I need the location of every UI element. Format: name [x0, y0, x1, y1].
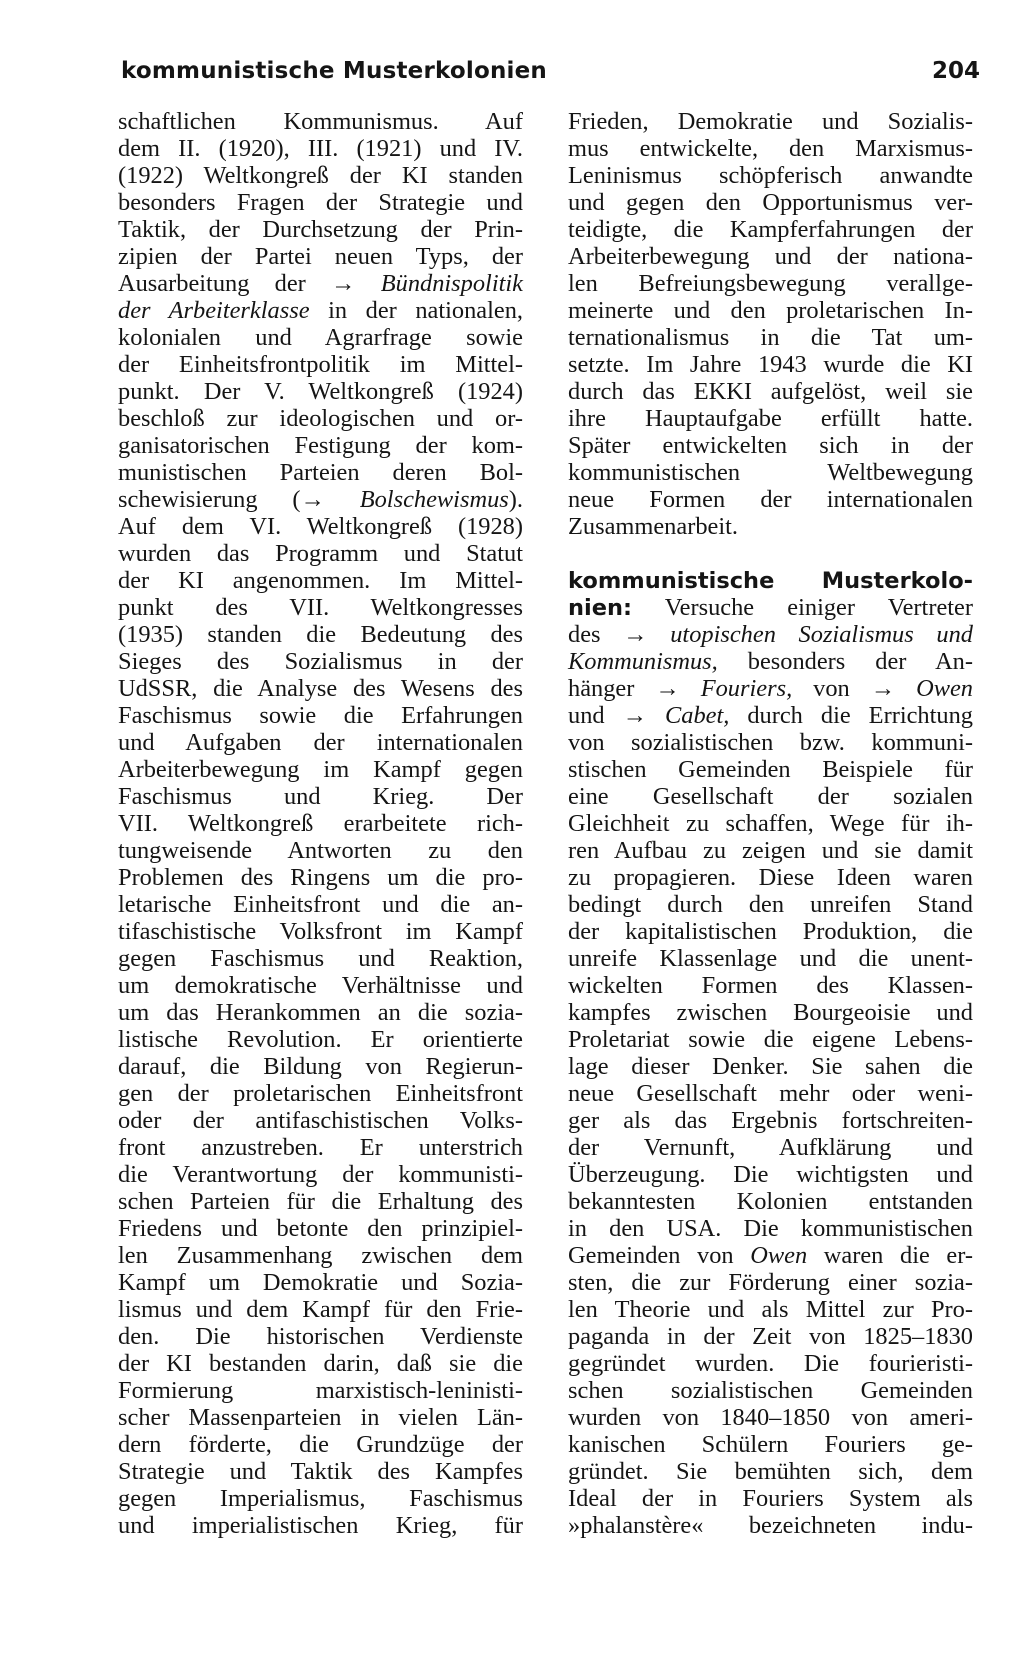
text-line [568, 1269, 973, 1296]
text-line [568, 324, 973, 351]
line-text: punkt. Der V. Weltkongreß (1924) [118, 378, 523, 405]
text-line [568, 351, 973, 378]
text-line [568, 675, 973, 702]
text-line [568, 135, 973, 162]
text-line [118, 1188, 523, 1215]
entry-headword: nien: [568, 595, 633, 621]
text-line [118, 891, 523, 918]
text-line [118, 1161, 523, 1188]
text-line [118, 1296, 523, 1323]
line-text: Faschismus sowie die Erfahrungen [118, 702, 523, 729]
line-text: Gleichheit zu schaffen, Wege für ih- [568, 810, 973, 837]
text-line [568, 945, 973, 972]
text-line [568, 1404, 973, 1431]
text-line [118, 702, 523, 729]
text-line [568, 486, 973, 513]
line-text: unreife Klassenlage und die unent- [568, 945, 973, 972]
line-text: und gegen den Opportunismus ver- [568, 189, 973, 216]
text-line [568, 1134, 973, 1161]
line-text: Leninismus schöpferisch anwandte [568, 162, 973, 189]
text-line [118, 945, 523, 972]
line-text: Ausarbeitung der → Bündnispolitik [118, 270, 523, 297]
text-line [568, 621, 973, 648]
text-line [118, 432, 523, 459]
text-line [568, 1107, 973, 1134]
text-line [568, 1215, 973, 1242]
line-text: Gemeinden von Owen waren die er- [568, 1242, 973, 1269]
line-text: Sieges des Sozialismus in der [118, 648, 523, 675]
text-line [118, 1377, 523, 1404]
text-line [568, 567, 973, 594]
text-line [568, 918, 973, 945]
line-text: tifaschistische Volksfront im Kampf [118, 918, 523, 945]
text-line [118, 540, 523, 567]
line-text: des → utopischen Sozialismus und [568, 621, 973, 648]
text-line [568, 162, 973, 189]
line-text: durch das EKKI aufgelöst, weil sie [568, 378, 973, 405]
line-text: munistischen Parteien deren Bol- [118, 459, 523, 486]
text-line [118, 1350, 523, 1377]
text-line [568, 378, 973, 405]
line-text: neue Gesellschaft mehr oder weni- [568, 1080, 973, 1107]
text-line [568, 1458, 973, 1485]
line-text: ihre Hauptaufgabe erfüllt hatte. [568, 405, 973, 432]
text-line [568, 810, 973, 837]
text-line [118, 972, 523, 999]
text-line [118, 1323, 523, 1350]
text-line [118, 486, 523, 513]
text-line [118, 135, 523, 162]
text-line [568, 432, 973, 459]
text-line [118, 189, 523, 216]
text-line [568, 972, 973, 999]
line-text: tungweisende Antworten zu den [118, 837, 523, 864]
line-text: Frieden, Demokratie und Sozialis- [568, 108, 973, 135]
text-line [568, 243, 973, 270]
text-line [568, 1026, 973, 1053]
line-text: scher Massenparteien in vielen Län- [118, 1404, 523, 1431]
line-text: ger als das Ergebnis fortschreiten- [568, 1107, 973, 1134]
line-text: schewisierung (→ Bolschewismus). [118, 486, 523, 513]
text-line [568, 405, 973, 432]
left-column [118, 108, 523, 1539]
text-line [568, 702, 973, 729]
line-text: meinerte und den proletarischen In- [568, 297, 973, 324]
text-line [118, 351, 523, 378]
line-text: um das Herankommen an die sozia- [118, 999, 523, 1026]
line-text: und imperialistischen Krieg, für [118, 1512, 523, 1539]
line-text: darauf, die Bildung von Regierun- [118, 1053, 523, 1080]
line-text: teidigte, die Kampferfahrungen der [568, 216, 973, 243]
text-line [118, 1080, 523, 1107]
line-text: mus entwickelte, den Marxismus- [568, 135, 973, 162]
line-text: Strategie und Taktik des Kampfes [118, 1458, 523, 1485]
line-text: »phalanstère« bezeichneten indu- [568, 1512, 973, 1539]
text-line [568, 297, 973, 324]
text-line [118, 1026, 523, 1053]
text-line [568, 891, 973, 918]
text-line [118, 729, 523, 756]
line-text: wickelten Formen des Klassen- [568, 972, 973, 999]
line-text: kommunistischen Weltbewegung [568, 459, 973, 486]
entry-headword: kommunistische Musterkolo- [568, 568, 973, 594]
text-line [568, 864, 973, 891]
line-text: gen der proletarischen Einheitsfront [118, 1080, 523, 1107]
text-line [118, 837, 523, 864]
text-line [568, 513, 973, 540]
text-line [118, 216, 523, 243]
line-text: punkt des VII. Weltkongresses [118, 594, 523, 621]
text-line [118, 243, 523, 270]
text-line [568, 1377, 973, 1404]
line-text: gründet. Sie bemühten sich, dem [568, 1458, 973, 1485]
text-line [118, 513, 523, 540]
text-line [118, 1458, 523, 1485]
line-text: von sozialistischen bzw. kommuni- [568, 729, 973, 756]
line-text: stischen Gemeinden Beispiele für [568, 756, 973, 783]
line-text: Überzeugung. Die wichtigsten und [568, 1161, 973, 1188]
line-text: lismus und dem Kampf für den Frie- [118, 1296, 523, 1323]
text-line [568, 270, 973, 297]
text-line [118, 1485, 523, 1512]
line-text: Arbeiterbewegung im Kampf gegen [118, 756, 523, 783]
line-text: paganda in der Zeit von 1825–1830 [568, 1323, 973, 1350]
text-line [568, 594, 973, 621]
paragraph-gap [568, 540, 973, 567]
line-text: schen Parteien für die Erhaltung des [118, 1188, 523, 1215]
text-line [118, 378, 523, 405]
text-line [568, 189, 973, 216]
text-line [118, 1512, 523, 1539]
text-line [118, 162, 523, 189]
text-line [568, 1512, 973, 1539]
line-text: ren Aufbau zu zeigen und sie damit [568, 837, 973, 864]
text-line [118, 648, 523, 675]
line-text: der kapitalistischen Produktion, die [568, 918, 973, 945]
text-line [568, 216, 973, 243]
line-text: bedingt durch den unreifen Stand [568, 891, 973, 918]
text-line [118, 270, 523, 297]
line-text: in den USA. Die kommunistischen [568, 1215, 973, 1242]
text-line [568, 783, 973, 810]
text-line [118, 594, 523, 621]
text-line [568, 1296, 973, 1323]
text-line [118, 405, 523, 432]
line-text: Formierung marxistisch-leninisti- [118, 1377, 523, 1404]
line-text: der Einheitsfrontpolitik im Mittel- [118, 351, 523, 378]
line-text: ganisatorischen Festigung der kom- [118, 432, 523, 459]
line-text: und Aufgaben der internationalen [118, 729, 523, 756]
text-line [568, 1080, 973, 1107]
line-text: zipien der Partei neuen Typs, der [118, 243, 523, 270]
text-line [568, 837, 973, 864]
line-text: listische Revolution. Er orientierte [118, 1026, 523, 1053]
text-line [118, 1269, 523, 1296]
line-text: kanischen Schülern Fouriers ge- [568, 1431, 973, 1458]
line-text: besonders Fragen der Strategie und [118, 189, 523, 216]
text-line [568, 1188, 973, 1215]
line-text: len Zusammenhang zwischen dem [118, 1242, 523, 1269]
line-text: kolonialen und Agrarfrage sowie [118, 324, 523, 351]
line-text: Ideal der in Fouriers System als [568, 1485, 973, 1512]
line-text: UdSSR, die Analyse des Wesens des [118, 675, 523, 702]
text-line [568, 459, 973, 486]
line-text: wurden von 1840–1850 von ameri- [568, 1404, 973, 1431]
text-line [118, 459, 523, 486]
text-line [568, 648, 973, 675]
text-line [118, 108, 523, 135]
text-line [568, 1350, 973, 1377]
text-line [568, 1053, 973, 1080]
running-head: kommunistische Musterkolonien [121, 58, 547, 84]
line-text: der Arbeiterklasse in der nationalen, [118, 297, 524, 324]
text-line [118, 810, 523, 837]
page-number: 204 [931, 58, 980, 84]
text-line [118, 1215, 523, 1242]
line-text: wurden das Programm und Statut [118, 540, 523, 567]
line-text: oder der antifaschistischen Volks- [118, 1107, 523, 1134]
right-column [568, 108, 973, 1539]
text-line [118, 675, 523, 702]
line-text: schaftlichen Kommunismus. Auf [118, 108, 523, 135]
text-line [118, 1404, 523, 1431]
line-text: dem II. (1920), III. (1921) und IV. [118, 135, 523, 162]
line-text: gegründet wurden. Die fourieristi- [568, 1350, 973, 1377]
line-text: der Vernunft, Aufklärung und [568, 1134, 973, 1161]
text-line [118, 999, 523, 1026]
line-text: gegen Faschismus und Reaktion, [118, 945, 523, 972]
line-text: kampfes zwischen Bourgeoisie und [568, 999, 973, 1026]
line-text: um demokratische Verhältnisse und [118, 972, 523, 999]
line-text: den. Die historischen Verdienste [118, 1323, 523, 1350]
line-text: beschloß zur ideologischen und or- [118, 405, 523, 432]
line-text: Später entwickelten sich in der [568, 432, 973, 459]
line-text: zu propagieren. Diese Ideen waren [568, 864, 973, 891]
line-text: ternationalismus in die Tat um- [568, 324, 973, 351]
line-text: die Verantwortung der kommunisti- [118, 1161, 523, 1188]
text-line [568, 108, 973, 135]
line-text: Versuche einiger Vertreter [664, 594, 973, 621]
line-text: schen sozialistischen Gemeinden [568, 1377, 973, 1404]
text-line [118, 324, 523, 351]
line-text: Problemen des Ringens um die pro- [118, 864, 523, 891]
text-line [118, 297, 523, 324]
line-text: hänger → Fouriers, von → Owen [568, 675, 973, 702]
text-line [568, 1242, 973, 1269]
line-text: Arbeiterbewegung und der nationa- [568, 243, 973, 270]
text-line [568, 1485, 973, 1512]
line-text: Proletariat sowie die eigene Lebens- [568, 1026, 973, 1053]
text-line [568, 999, 973, 1026]
text-line [118, 1431, 523, 1458]
line-text: setzte. Im Jahre 1943 wurde die KI [568, 351, 973, 378]
text-line [568, 756, 973, 783]
text-line [118, 783, 523, 810]
text-line [118, 756, 523, 783]
text-line [118, 1134, 523, 1161]
text-line [568, 1431, 973, 1458]
text-line [118, 1242, 523, 1269]
line-text: (1935) standen die Bedeutung des [118, 621, 523, 648]
line-text: len Theorie und als Mittel zur Pro- [568, 1296, 973, 1323]
line-text: Zusammenarbeit. [568, 513, 738, 540]
text-line [568, 729, 973, 756]
text-line [118, 864, 523, 891]
line-text: Taktik, der Durchsetzung der Prin- [118, 216, 523, 243]
text-line [118, 621, 523, 648]
line-text: len Befreiungsbewegung verallge- [568, 270, 973, 297]
line-text: der KI bestanden darin, daß sie die [118, 1350, 523, 1377]
line-text: lage dieser Denker. Sie sahen die [568, 1053, 973, 1080]
text-line [118, 918, 523, 945]
text-line [568, 1161, 973, 1188]
line-text: VII. Weltkongreß erarbeitete rich- [118, 810, 523, 837]
line-text: Faschismus und Krieg. Der [118, 783, 523, 810]
line-text: Kampf um Demokratie und Sozia- [118, 1269, 523, 1296]
line-text: sten, die zur Förderung einer sozia- [568, 1269, 973, 1296]
text-line [118, 1053, 523, 1080]
line-text: dern förderte, die Grundzüge der [118, 1431, 523, 1458]
text-line [118, 567, 523, 594]
line-text: Auf dem VI. Weltkongreß (1928) [118, 513, 523, 540]
line-text: Friedens und betonte den prinzipiel- [118, 1215, 523, 1242]
line-text: bekanntesten Kolonien entstanden [568, 1188, 973, 1215]
line-text: letarische Einheitsfront und die an- [118, 891, 523, 918]
line-text: Kommunismus, besonders der An- [568, 648, 973, 675]
line-text: front anzustreben. Er unterstrich [118, 1134, 523, 1161]
line-text: und → Cabet, durch die Errichtung [568, 702, 973, 729]
text-line [118, 1107, 523, 1134]
line-text: gegen Imperialismus, Faschismus [118, 1485, 523, 1512]
line-text: neue Formen der internationalen [568, 486, 973, 513]
line-text: der KI angenommen. Im Mittel- [118, 567, 523, 594]
text-line [568, 1323, 973, 1350]
line-text: (1922) Weltkongreß der KI standen [118, 162, 523, 189]
line-text: eine Gesellschaft der sozialen [568, 783, 973, 810]
